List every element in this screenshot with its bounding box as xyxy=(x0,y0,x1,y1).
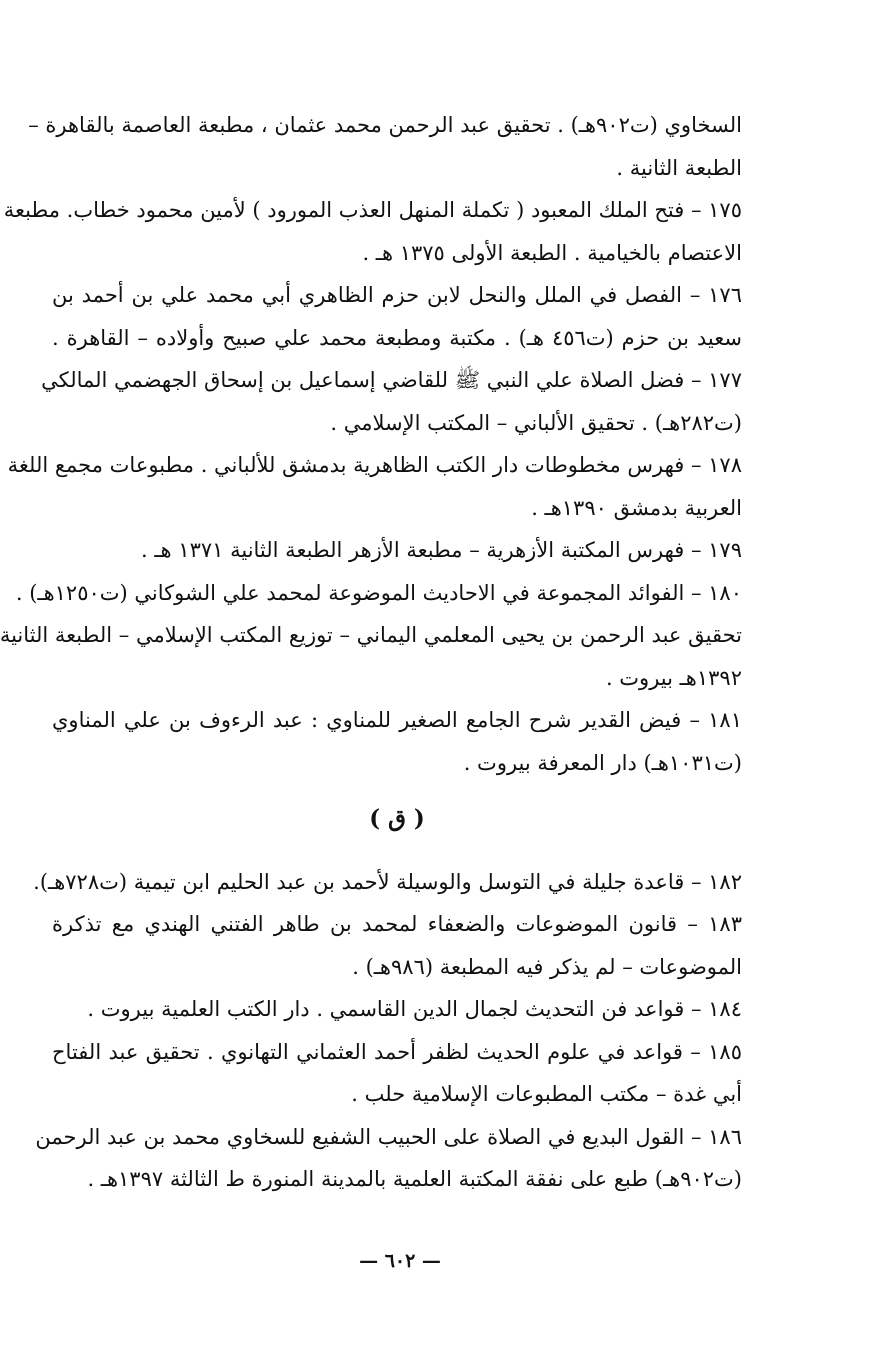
text-line: الموضوعات – لم يذكر فيه المطبعة (٩٨٦هـ) . xyxy=(352,954,742,979)
text-line: السخاوي (ت٩٠٢هـ) . تحقيق عبد الرحمن محمد عثمان ، مطبعة العاصمة بالقاهرة – xyxy=(28,113,742,137)
text-line: ١٧٨ – فهرس مخطوطات دار الكتب الظاهرية بدمشق للألباني . مطبوعات مجمع اللغة xyxy=(7,453,742,477)
text-line: ١٧٩ – فهرس المكتبة الأزهرية – مطبعة الأزهر الطبعة الثانية ١٣٧١ هـ . xyxy=(141,538,742,562)
text-line: ١٨١ – فيض القدير شرح الجامع الصغير للمناوي : عبد الرءوف بن علي المناوي xyxy=(52,708,742,732)
text-line: العربية بدمشق ١٣٩٠هـ . xyxy=(531,495,742,520)
text-line: سعيد بن حزم (ت٤٥٦ هـ) . مكتبة ومطبعة محمد علي صبيح وأولاده – القاهرة . xyxy=(52,325,743,350)
text-line: ١٨٥ – قواعد في علوم الحديث لظفر أحمد العثماني التهانوي . تحقيق عبد الفتاح xyxy=(52,1039,742,1064)
text-line: ١٨٦ – القول البديع في الصلاة على الحبيب الشفيع للسخاوي محمد بن عبد الرحمن xyxy=(35,1124,742,1149)
section-heading: ( ق ) xyxy=(369,805,425,832)
text-line: ١٨٢ – قاعدة جليلة في التوسل والوسيلة لأحمد بن عبد الحليم ابن تيمية (ت٧٢٨هـ). xyxy=(33,869,742,894)
text-line: ١٣٩٢هـ بيروت . xyxy=(605,665,742,690)
text-line: ١٨٣ – قانون الموضوعات والضعفاء لمحمد بن طاهر الفتني الهندي مع تذكرة xyxy=(52,912,742,936)
text-line: (ت٩٠٢هـ) طبع على نفقة المكتبة العلمية بالمدينة المنورة ط الثالثة ١٣٩٧هـ . xyxy=(87,1167,742,1191)
text-line: (ت١٠٣١هـ) دار المعرفة بيروت . xyxy=(463,750,742,775)
text-block-top xyxy=(0,104,743,784)
text-block-bottom xyxy=(33,861,742,1201)
page-number: — ٦٠٢ — xyxy=(359,1250,441,1272)
text-line: تحقيق عبد الرحمن بن يحيى المعلمي اليماني – توزيع المكتب الإسلامي – الطبعة الثانية xyxy=(0,623,742,647)
text-line: ١٧٦ – الفصل في الملل والنحل لابن حزم الظاهري أبي محمد علي بن أحمد بن xyxy=(52,283,742,307)
text-line: الطبعة الثانية . xyxy=(616,155,742,180)
text-line: ١٧٧ – فضل الصلاة علي النبي ﷺ للقاضي إسماعيل بن إسحاق الجهضمي المالكي xyxy=(41,368,742,392)
text-line: ١٨٤ – قواعد فن التحديث لجمال الدين القاسمي . دار الكتب العلمية بيروت . xyxy=(87,997,742,1021)
text-line: ١٧٥ – فتح الملك المعبود ( تكملة المنهل العذب المورود ) لأمين محمود خطاب. مطبعة xyxy=(3,198,742,222)
text-line: أبي غدة – مكتب المطبوعات الإسلامية حلب . xyxy=(351,1082,742,1106)
text-line: ١٨٠ – الفوائد المجموعة في الاحاديث الموضوعة لمحمد علي الشوكاني (ت١٢٥٠هـ) . xyxy=(15,580,742,605)
bibliography-page xyxy=(0,104,743,1201)
text-line: الاعتصام بالخيامية . الطبعة الأولى ١٣٧٥ هـ . xyxy=(362,240,742,265)
text-line: (ت٢٨٢هـ) . تحقيق الألباني – المكتب الإسلامي . xyxy=(330,410,742,435)
